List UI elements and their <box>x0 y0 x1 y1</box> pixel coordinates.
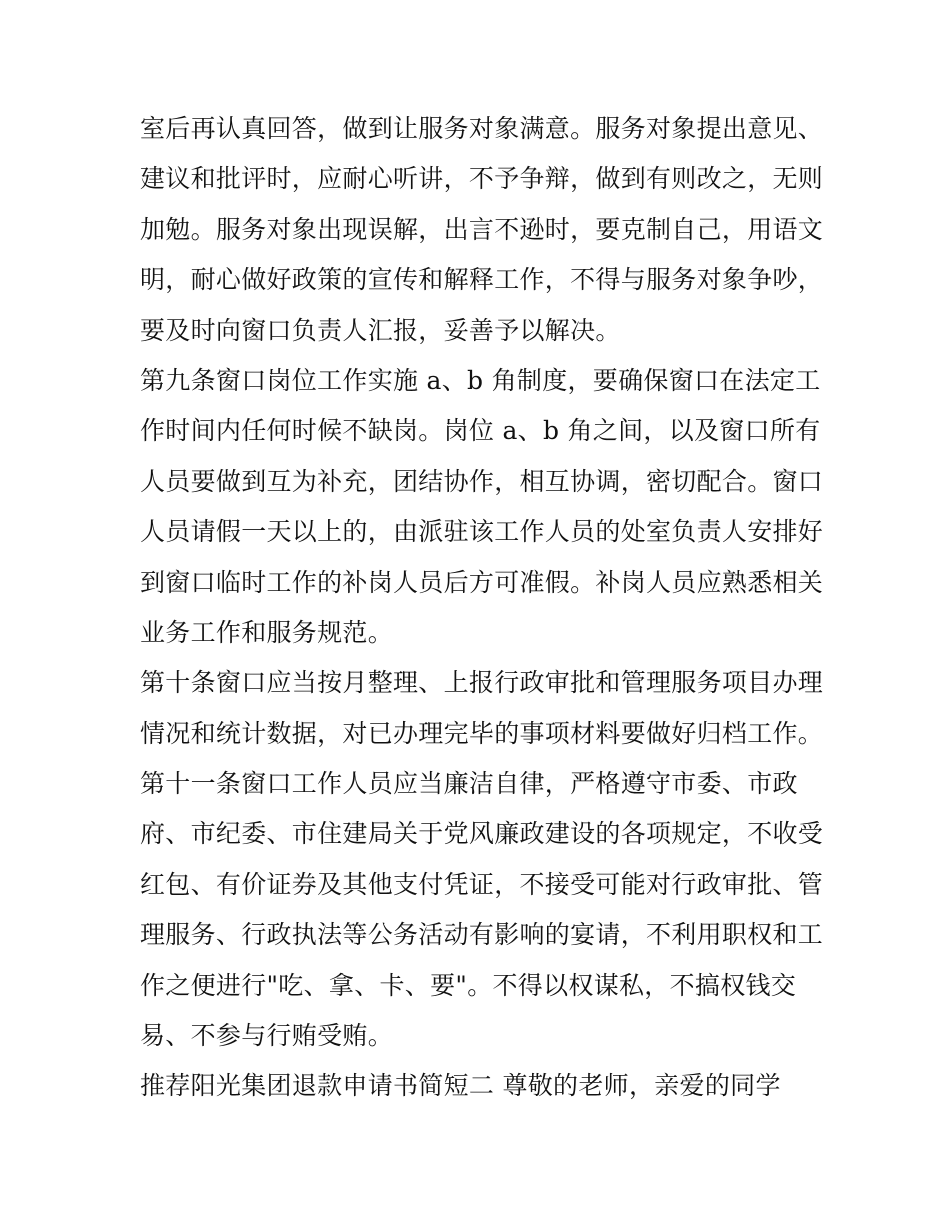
text-line: 情况和统计数据，对已办理完毕的事项材料要做好归档工作。 <box>140 718 824 748</box>
text-line: 易、不参与行贿受贿。 <box>140 1021 394 1051</box>
text-line: 加勉。服务对象出现误解，出言不逊时，要克制自己，用语文 <box>140 214 824 244</box>
text-line: 明，耐心做好政策的宣传和解释工作，不得与服务对象争吵， <box>140 265 824 295</box>
text-line: 红包、有价证券及其他支付凭证，不接受可能对行政审批、管 <box>140 869 824 899</box>
text-line: 作时间内任何时候不缺岗。岗位 a、b 角之间，以及窗口所有 <box>140 416 821 446</box>
text-line: 建议和批评时，应耐心听讲，不予争辩，做到有则改之，无则 <box>140 164 824 194</box>
text-line: 第十一条窗口工作人员应当廉洁自律，严格遵守市委、市政 <box>140 769 798 799</box>
text-line: 第十条窗口应当按月整理、上报行政审批和管理服务项目办理 <box>140 668 824 698</box>
text-line: 到窗口临时工作的补岗人员后方可准假。补岗人员应熟悉相关 <box>140 567 824 597</box>
text-line: 第九条窗口岗位工作实施 a、b 角制度，要确保窗口在法定工 <box>140 365 821 395</box>
text-line: 业务工作和服务规范。 <box>140 617 394 647</box>
text-line: 作之便进行"吃、拿、卡、要"。不得以权谋私，不搞权钱交 <box>140 970 797 1000</box>
text-line: 理服务、行政执法等公务活动有影响的宴请，不利用职权和工 <box>140 920 824 950</box>
text-line: 推荐阳光集团退款申请书简短二 尊敬的老师，亲爱的同学 <box>140 1071 781 1101</box>
text-line: 要及时向窗口负责人汇报，妥善予以解决。 <box>140 315 621 345</box>
text-line: 府、市纪委、市住建局关于党风廉政建设的各项规定，不收受 <box>140 819 824 849</box>
text-line: 室后再认真回答，做到让服务对象满意。服务对象提出意见、 <box>140 114 824 143</box>
document-body <box>140 104 824 1112</box>
text-line: 人员要做到互为补充，团结协作，相互协调，密切配合。窗口 <box>140 466 824 496</box>
text-line: 人员请假一天以上的，由派驻该工作人员的处室负责人安排好 <box>140 517 824 547</box>
